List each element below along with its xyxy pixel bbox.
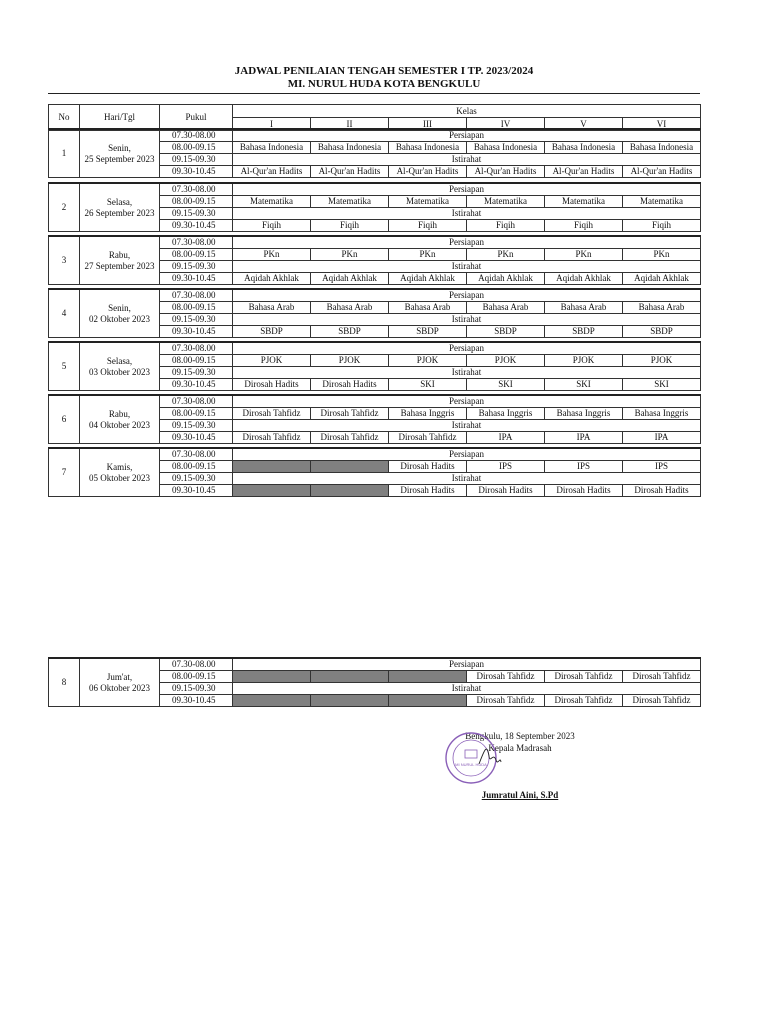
empty-shaded-cell bbox=[311, 461, 389, 473]
day-date-cell bbox=[80, 289, 160, 338]
subject-cell: Dirosah Tahfidz bbox=[233, 408, 311, 420]
day-date: 05 Oktober 2023 bbox=[89, 472, 150, 483]
day-date: 26 September 2023 bbox=[84, 207, 155, 218]
time-slot: 09.15-09.30 bbox=[160, 367, 233, 379]
time-slot: 07.30-08.00 bbox=[160, 183, 233, 196]
signature-role: Kepala Madrasah bbox=[488, 743, 552, 753]
schedule-header bbox=[48, 104, 701, 131]
time-slot: 09.15-09.30 bbox=[160, 314, 233, 326]
header-class-4: IV bbox=[467, 118, 545, 131]
time-slot: 09.15-09.30 bbox=[160, 154, 233, 166]
subject-cell: SBDP bbox=[545, 326, 623, 338]
time-slot: 09.30-10.45 bbox=[160, 220, 233, 232]
time-slot: 07.30-08.00 bbox=[160, 289, 233, 302]
time-slot: 09.15-09.30 bbox=[160, 261, 233, 273]
subject-cell: Aqidah Akhlak bbox=[389, 273, 467, 285]
subject-cell: IPA bbox=[545, 432, 623, 444]
subject-cell: SBDP bbox=[389, 326, 467, 338]
persiapan-cell: Persiapan bbox=[233, 236, 701, 249]
table-row bbox=[49, 183, 701, 196]
day-date: 06 Oktober 2023 bbox=[89, 682, 150, 693]
table-row bbox=[49, 658, 701, 671]
stamp-emblem bbox=[465, 750, 477, 758]
subject-cell: Dirosah Tahfidz bbox=[623, 671, 701, 683]
subject-cell: PJOK bbox=[467, 355, 545, 367]
subject-cell: PKn bbox=[545, 249, 623, 261]
time-slot: 09.30-10.45 bbox=[160, 326, 233, 338]
day-block bbox=[48, 288, 701, 338]
title-divider bbox=[48, 93, 700, 94]
day-name: Rabu, bbox=[108, 408, 131, 419]
subject-cell: Matematika bbox=[389, 196, 467, 208]
day-name: Selasa, bbox=[106, 196, 133, 207]
signature-place-date: Bengkulu, 18 September 2023 bbox=[465, 731, 575, 741]
school-name: MI. NURUL HUDA KOTA BENGKULU bbox=[287, 78, 481, 90]
empty-shaded-cell bbox=[233, 695, 311, 707]
subject-cell: Dirosah Tahfidz bbox=[233, 432, 311, 444]
time-slot: 07.30-08.00 bbox=[160, 658, 233, 671]
subject-cell: Bahasa Arab bbox=[467, 302, 545, 314]
subject-cell: Al-Qur'an Hadits bbox=[545, 166, 623, 178]
time-slot: 09.30-10.45 bbox=[160, 379, 233, 391]
persiapan-cell: Persiapan bbox=[233, 448, 701, 461]
document-title: JADWAL PENILAIAN TENGAH SEMESTER I TP. 2023/2024 bbox=[234, 65, 534, 77]
subject-cell: PKn bbox=[389, 249, 467, 261]
subject-cell: SBDP bbox=[623, 326, 701, 338]
school-stamp bbox=[443, 726, 503, 786]
subject-cell: Bahasa Arab bbox=[623, 302, 701, 314]
subject-cell: Bahasa Indonesia bbox=[233, 142, 311, 154]
time-slot: 09.15-09.30 bbox=[160, 420, 233, 432]
day-date: 25 September 2023 bbox=[84, 153, 155, 164]
subject-cell: Al-Qur'an Hadits bbox=[233, 166, 311, 178]
table-row bbox=[49, 448, 701, 461]
day-date-cell bbox=[80, 129, 160, 178]
persiapan-cell: Persiapan bbox=[233, 129, 701, 142]
subject-cell: Fiqih bbox=[311, 220, 389, 232]
subject-cell: Al-Qur'an Hadits bbox=[311, 166, 389, 178]
subject-cell: PKn bbox=[467, 249, 545, 261]
table-row bbox=[49, 129, 701, 142]
subject-cell: Dirosah Tahfidz bbox=[623, 695, 701, 707]
istirahat-cell: Istirahat bbox=[233, 683, 701, 695]
subject-cell: Bahasa Indonesia bbox=[389, 142, 467, 154]
day-date: 02 Oktober 2023 bbox=[89, 313, 150, 324]
subject-cell: IPA bbox=[623, 432, 701, 444]
subject-cell: SBDP bbox=[233, 326, 311, 338]
empty-shaded-cell bbox=[233, 671, 311, 683]
day-block bbox=[48, 394, 701, 444]
day-date: 04 Oktober 2023 bbox=[89, 419, 150, 430]
subject-cell: Aqidah Akhlak bbox=[467, 273, 545, 285]
time-slot: 08.00-09.15 bbox=[160, 302, 233, 314]
time-slot: 07.30-08.00 bbox=[160, 395, 233, 408]
day-number: 5 bbox=[49, 342, 80, 391]
subject-cell: Al-Qur'an Hadits bbox=[467, 166, 545, 178]
istirahat-cell: Istirahat bbox=[233, 314, 701, 326]
subject-cell: PKn bbox=[233, 249, 311, 261]
subject-cell: Bahasa Indonesia bbox=[467, 142, 545, 154]
subject-cell: IPA bbox=[467, 432, 545, 444]
subject-cell: Bahasa Indonesia bbox=[545, 142, 623, 154]
subject-cell: Dirosah Hadits bbox=[623, 485, 701, 497]
day-date-cell bbox=[80, 342, 160, 391]
subject-cell: Dirosah Tahfidz bbox=[545, 671, 623, 683]
istirahat-cell: Istirahat bbox=[233, 473, 701, 485]
subject-cell: Fiqih bbox=[623, 220, 701, 232]
istirahat-cell: Istirahat bbox=[233, 261, 701, 273]
time-slot: 08.00-09.15 bbox=[160, 142, 233, 154]
subject-cell: SKI bbox=[545, 379, 623, 391]
subject-cell: Matematika bbox=[545, 196, 623, 208]
header-no: No bbox=[49, 105, 80, 131]
day-name: Senin, bbox=[108, 142, 131, 153]
time-slot: 08.00-09.15 bbox=[160, 196, 233, 208]
subject-cell: Dirosah Tahfidz bbox=[311, 408, 389, 420]
subject-cell: PJOK bbox=[311, 355, 389, 367]
subject-cell: Dirosah Tahfidz bbox=[545, 695, 623, 707]
subject-cell: PKn bbox=[623, 249, 701, 261]
subject-cell: Dirosah Hadits bbox=[233, 379, 311, 391]
subject-cell: Dirosah Tahfidz bbox=[389, 432, 467, 444]
subject-cell: Al-Qur'an Hadits bbox=[389, 166, 467, 178]
subject-cell: Aqidah Akhlak bbox=[311, 273, 389, 285]
subject-cell: PKn bbox=[311, 249, 389, 261]
time-slot: 08.00-09.15 bbox=[160, 249, 233, 261]
subject-cell: SKI bbox=[467, 379, 545, 391]
subject-cell: IPS bbox=[623, 461, 701, 473]
day-number: 8 bbox=[49, 658, 80, 707]
day-number: 4 bbox=[49, 289, 80, 338]
day-number: 7 bbox=[49, 448, 80, 497]
time-slot: 07.30-08.00 bbox=[160, 342, 233, 355]
persiapan-cell: Persiapan bbox=[233, 395, 701, 408]
subject-cell: Bahasa Arab bbox=[233, 302, 311, 314]
time-slot: 09.15-09.30 bbox=[160, 473, 233, 485]
time-slot: 08.00-09.15 bbox=[160, 355, 233, 367]
table-row bbox=[49, 395, 701, 408]
subject-cell: Dirosah Hadits bbox=[545, 485, 623, 497]
header-class-2: II bbox=[311, 118, 389, 131]
istirahat-cell: Istirahat bbox=[233, 367, 701, 379]
persiapan-cell: Persiapan bbox=[233, 183, 701, 196]
empty-shaded-cell bbox=[389, 695, 467, 707]
time-slot: 09.30-10.45 bbox=[160, 273, 233, 285]
subject-cell: Fiqih bbox=[545, 220, 623, 232]
empty-shaded-cell bbox=[311, 671, 389, 683]
time-slot: 09.30-10.45 bbox=[160, 485, 233, 497]
day-block bbox=[48, 341, 701, 391]
subject-cell: PJOK bbox=[623, 355, 701, 367]
time-slot: 07.30-08.00 bbox=[160, 236, 233, 249]
subject-cell: Aqidah Akhlak bbox=[545, 273, 623, 285]
subject-cell: SKI bbox=[623, 379, 701, 391]
subject-cell: PJOK bbox=[233, 355, 311, 367]
day-date-cell bbox=[80, 658, 160, 707]
time-slot: 09.30-10.45 bbox=[160, 695, 233, 707]
subject-cell: Aqidah Akhlak bbox=[623, 273, 701, 285]
day-block bbox=[48, 657, 701, 707]
subject-cell: IPS bbox=[545, 461, 623, 473]
subject-cell: Matematika bbox=[233, 196, 311, 208]
subject-cell: PJOK bbox=[389, 355, 467, 367]
day-date: 03 Oktober 2023 bbox=[89, 366, 150, 377]
subject-cell: Dirosah Hadits bbox=[467, 485, 545, 497]
subject-cell: Dirosah Hadits bbox=[389, 485, 467, 497]
subject-cell: Dirosah Tahfidz bbox=[311, 432, 389, 444]
day-number: 2 bbox=[49, 183, 80, 232]
time-slot: 09.30-10.45 bbox=[160, 432, 233, 444]
header-time: Pukul bbox=[160, 105, 233, 131]
day-number: 1 bbox=[49, 129, 80, 178]
subject-cell: Bahasa Indonesia bbox=[311, 142, 389, 154]
subject-cell: Dirosah Hadits bbox=[311, 379, 389, 391]
day-name: Senin, bbox=[108, 302, 131, 313]
persiapan-cell: Persiapan bbox=[233, 342, 701, 355]
subject-cell: SKI bbox=[389, 379, 467, 391]
table-row bbox=[49, 236, 701, 249]
day-block bbox=[48, 447, 701, 497]
time-slot: 08.00-09.15 bbox=[160, 461, 233, 473]
istirahat-cell: Istirahat bbox=[233, 208, 701, 220]
subject-cell: SBDP bbox=[467, 326, 545, 338]
header-kelas: Kelas bbox=[233, 105, 701, 118]
subject-cell: Dirosah Tahfidz bbox=[467, 671, 545, 683]
time-slot: 09.15-09.30 bbox=[160, 208, 233, 220]
subject-cell: Matematika bbox=[623, 196, 701, 208]
istirahat-cell: Istirahat bbox=[233, 420, 701, 432]
stamp-text: MI NURUL HUDA bbox=[455, 762, 487, 767]
subject-cell: SBDP bbox=[311, 326, 389, 338]
day-date-cell bbox=[80, 236, 160, 285]
table-row bbox=[49, 342, 701, 355]
time-slot: 07.30-08.00 bbox=[160, 448, 233, 461]
day-date-cell bbox=[80, 183, 160, 232]
day-number: 3 bbox=[49, 236, 80, 285]
empty-shaded-cell bbox=[233, 461, 311, 473]
subject-cell: Fiqih bbox=[389, 220, 467, 232]
day-block bbox=[48, 128, 701, 178]
subject-cell: Al-Qur'an Hadits bbox=[623, 166, 701, 178]
istirahat-cell: Istirahat bbox=[233, 154, 701, 166]
empty-shaded-cell bbox=[311, 695, 389, 707]
signature-name: Jumratul Aini, S.Pd bbox=[481, 790, 559, 800]
header-class-3: III bbox=[389, 118, 467, 131]
day-block bbox=[48, 182, 701, 232]
day-date-cell bbox=[80, 395, 160, 444]
subject-cell: Bahasa Arab bbox=[389, 302, 467, 314]
subject-cell: Fiqih bbox=[467, 220, 545, 232]
subject-cell: Matematika bbox=[311, 196, 389, 208]
day-date-cell bbox=[80, 448, 160, 497]
time-slot: 08.00-09.15 bbox=[160, 408, 233, 420]
day-name: Selasa, bbox=[106, 355, 133, 366]
empty-shaded-cell bbox=[233, 485, 311, 497]
persiapan-cell: Persiapan bbox=[233, 658, 701, 671]
day-block bbox=[48, 235, 701, 285]
time-slot: 07.30-08.00 bbox=[160, 129, 233, 142]
day-number: 6 bbox=[49, 395, 80, 444]
subject-cell: Bahasa Arab bbox=[311, 302, 389, 314]
empty-shaded-cell bbox=[311, 485, 389, 497]
table-row bbox=[49, 289, 701, 302]
subject-cell: Bahasa Inggris bbox=[467, 408, 545, 420]
persiapan-cell: Persiapan bbox=[233, 289, 701, 302]
time-slot: 09.15-09.30 bbox=[160, 683, 233, 695]
subject-cell: Fiqih bbox=[233, 220, 311, 232]
subject-cell: Bahasa Inggris bbox=[545, 408, 623, 420]
header-day: Hari/Tgl bbox=[80, 105, 160, 131]
header-class-5: V bbox=[545, 118, 623, 131]
subject-cell: Bahasa Inggris bbox=[623, 408, 701, 420]
subject-cell: PJOK bbox=[545, 355, 623, 367]
subject-cell: Aqidah Akhlak bbox=[233, 273, 311, 285]
empty-shaded-cell bbox=[389, 671, 467, 683]
subject-cell: Bahasa Inggris bbox=[389, 408, 467, 420]
day-name: Jum'at, bbox=[106, 671, 133, 682]
header-class-6: VI bbox=[623, 118, 701, 131]
subject-cell: Matematika bbox=[467, 196, 545, 208]
subject-cell: Dirosah Hadits bbox=[389, 461, 467, 473]
day-name: Kamis, bbox=[106, 461, 133, 472]
day-name: Rabu, bbox=[108, 249, 131, 260]
header-class-1: I bbox=[233, 118, 311, 131]
subject-cell: Dirosah Tahfidz bbox=[467, 695, 545, 707]
subject-cell: Bahasa Arab bbox=[545, 302, 623, 314]
subject-cell: IPS bbox=[467, 461, 545, 473]
day-date: 27 September 2023 bbox=[84, 260, 155, 271]
time-slot: 08.00-09.15 bbox=[160, 671, 233, 683]
time-slot: 09.30-10.45 bbox=[160, 166, 233, 178]
subject-cell: Bahasa Indonesia bbox=[623, 142, 701, 154]
